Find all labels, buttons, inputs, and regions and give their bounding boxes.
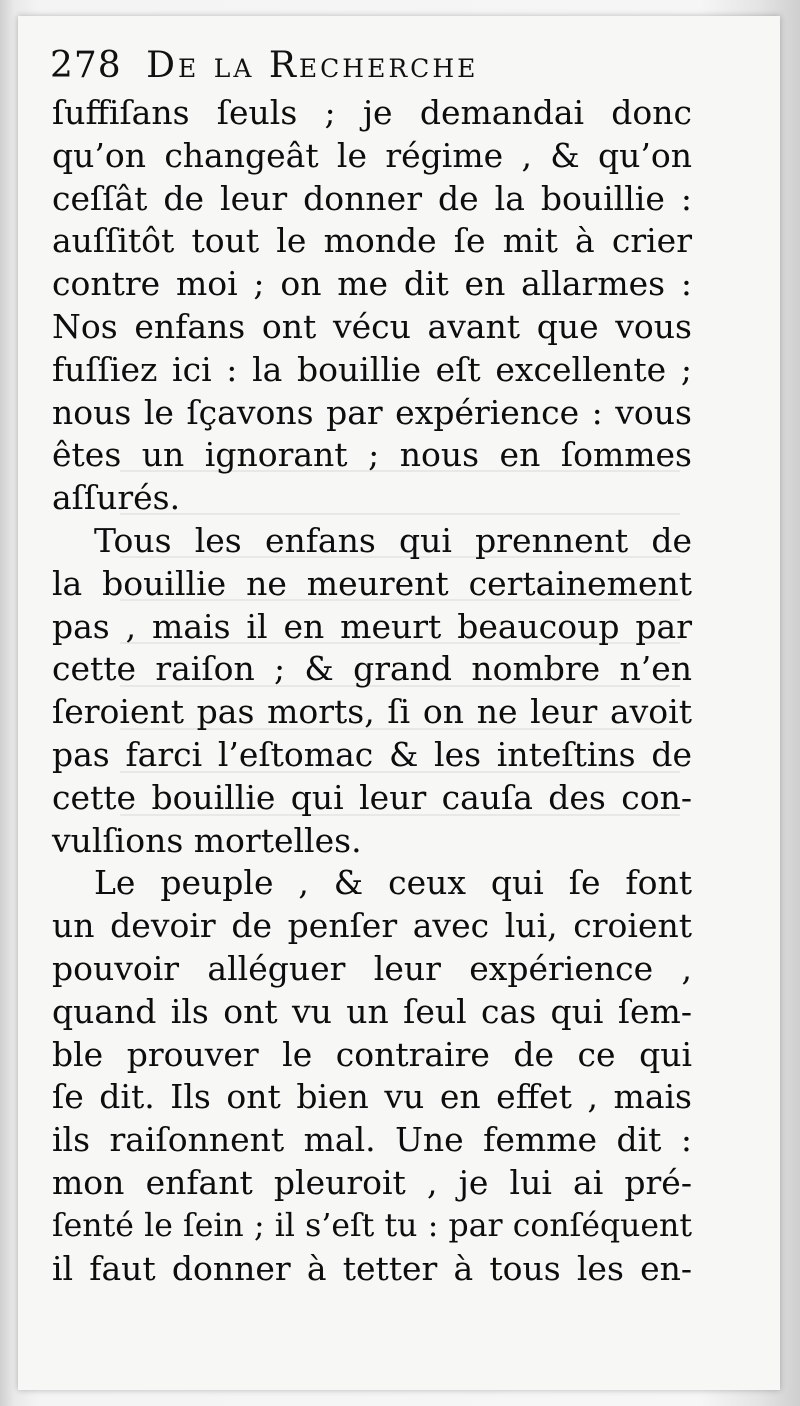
text-line: cette raiſon ; & grand nombre n’en	[52, 649, 692, 689]
text-line: Le peuple , & ceux qui ſe font	[94, 863, 692, 903]
paragraph-1	[52, 92, 692, 520]
text-line: qu’on changeât le régime , & qu’on	[52, 135, 692, 175]
page-header	[50, 40, 690, 92]
text-line: Nos enfans ont vécu avant que vous	[52, 306, 692, 346]
text-line: mon enfant pleuroit , je lui ai pré-	[52, 1162, 692, 1202]
text-line: ble prouver le contraire de ce qui	[52, 1034, 692, 1074]
paragraph-3	[52, 862, 692, 1290]
text-line: cette bouillie qui leur cauſa des con-	[52, 777, 692, 817]
text-line: êtes un ignorant ; nous en ſommes	[52, 435, 692, 475]
body-text	[52, 92, 692, 1290]
running-title: De la Recherche	[146, 45, 479, 86]
text-line: contre moi ; on me dit en allarmes :	[52, 264, 692, 304]
page-number: 278	[50, 45, 122, 86]
text-line: ceſſât de leur donner de la bouillie :	[52, 178, 692, 218]
text-line: ſe dit. Ils ont bien vu en effet , mais	[52, 1077, 692, 1117]
text-line: auſſitôt tout le monde ſe mit à crier	[52, 221, 692, 261]
text-line: quand ils ont vu un ſeul cas qui ſem-	[52, 991, 692, 1031]
text-line: ſuffiſans ſeuls ; je demandai donc	[52, 93, 692, 132]
text-line: pas , mais il en meurt beaucoup par	[52, 606, 692, 646]
text-line: pas farci l’eſtomac & les inteſtins de	[52, 734, 692, 774]
text-line: un devoir de penſer avec lui, croient	[52, 906, 692, 946]
text-line: vulſions mortelles.	[52, 820, 362, 860]
text-line: fuſſiez ici : la bouillie eſt excellente ;	[52, 349, 692, 389]
text-line: nous le ſçavons par expérience : vous	[52, 392, 692, 432]
paragraph-2	[52, 520, 692, 862]
text-line: ſenté le ſein ; il s’eſt tu : par conſéquent	[52, 1207, 692, 1244]
text-line: ils raiſonnent mal. Une femme dit :	[52, 1120, 692, 1160]
text-line: la bouillie ne meurent certainement	[52, 563, 692, 603]
text-line: pouvoir alléguer leur expérience ,	[52, 948, 692, 988]
text-line: ſeroient pas morts, ſi on ne leur avoit	[52, 692, 692, 732]
text-line: aſſurés.	[52, 478, 181, 518]
text-line: Tous les enfans qui prennent de	[94, 520, 692, 560]
text-line: il faut donner à tetter à tous les en-	[52, 1248, 692, 1288]
